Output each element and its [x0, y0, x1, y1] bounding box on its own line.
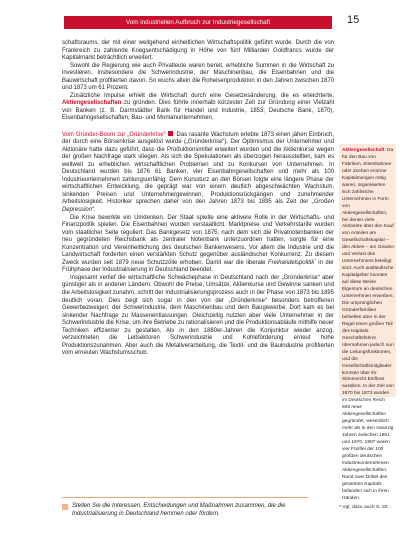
main-text-column	[62, 40, 334, 358]
paragraph: Vom Gründer-Boom zur „Gründerkrise“ Das rasante Wachstum erlebte 1873 einen jähen Einbruch, der durch eine Börsenkrise ausgelöst wurde („Gründerkrise“). Der Optimismus der Unternehmer und Aktionäre hatte dazu geführt, dass die Produktionsmittel erweitert wurden und die Aktienkurse wegen der großen Nachfrage stark stiegen. Als sich die Spekulationen als überzogen herausstellten, kam es weltweit zu erheblichen wirtschaftlichen Problemen und zu Konkursen von Unternehmen. In Deutschland wurden bis 1876 61 Banken, vier Eisenbahngesellschaften und mehr als 100 Industrieunternehmen zahlungsunfähig. Dem Kurssturz an den Börsen folgte eine längere Phase der wirtschaftlichen Entwicklung, die geprägt war von einem deutlich abgeschwächten Wachstum, sinkenden Preisen und Unternehmergewinnen, Produktionsrückgängen und zunehmender Arbeitslosigkeit. Historiker sprechen daher von den Jahren 1873 bis 1895 als Zeit der „Großen Depression“.	[62, 131, 334, 213]
running-header-title: Vom industriellen Aufbruch zur Industriegesellschaft	[125, 19, 271, 26]
glossary-term: Aktiengesellschaft	[342, 148, 385, 153]
footnote-marker: *	[314, 256, 316, 262]
task-divider	[62, 497, 308, 498]
task-row	[62, 503, 308, 518]
paragraph: Die Krise bewirkte ein Umdenken. Der Staat spielte eine aktivere Rolle in der Wirtschafts- und Finanzpolitik spielen. Die Eisenbahnen wurden verstaatlicht. Marktpreise und Verkehrstarife wurden vom staatlicher Seite reguliert. Das Bankgesetz von 1875, nach dem sich die Privatnotenbanken der neu gegründeten Reichsbank als zentraler Notenbank unterzuordnen hatten, sorgte für eine Konzentration und Vereinheitlichung des deutschen Bankenwesens. Vor allem die Industrie und die Landwirtschaft forderten einen verstärkten Schutz gegenüber ausländischer Konkurrenz. Zu diesem Zweck wurden seit 1879 neue Schutzzölle erhoben. Damit war die liberale Freihandelspolitik* in der Frühphase der Industrialisierung in Deutschland beendet.	[62, 214, 334, 274]
running-header	[64, 16, 332, 29]
task-text: Stellen Sie die Interessen, Entscheidungen und Maßnahmen zusammen, die die Industrialisierung in Deutschland hemmen oder fördern.	[72, 503, 286, 517]
term-grosse-depression: „Großen Depression“	[62, 199, 334, 213]
paragraph: Insgesamt verlief die wirtschaftliche Schwächephase in Deutschland nach der „Gründerkrise“ aber günstiger als in anderen Ländern. Obwohl die Preise, Umsätze, Aktienkurse und Gewinne sanken und die Arbeitslosigkeit zunahm, schritt der Industrialisierungsprozess auch in der Phase von 1873 bis 1895 deutlich voran. Dies zeigt sich sogar in den von der „Gründerkrise“ besonders betroffenen Gewerbezweigen: der Schwerindustrie, dem Maschinenbau und dem Baugewerbe. Dort kam es bei sinkender Nachfrage zu Massenentlassungen. Gleichzeitig nutzten aber viele Unternehmer in der Schwerindustrie die Krise, um ihre Betriebe zu rationalisieren und die Produktionsabläufe mithilfe neuer Techniken effizienter zu gestalten. Als in den 1880er-Jahren die Konjunktur wieder anzog, verzeichneten die Leitsektoren Schwerindustrie und Kohleförderung erneut hohe Produktionszunahmen. Aber auch die Metallverarbeitung, die Textil- und die Bauindustrie profitierten vom erneuten Wachstumsschub.	[62, 274, 334, 357]
page-number: 15	[347, 14, 360, 26]
glossary-sidebar	[339, 144, 396, 501]
task-box	[62, 497, 308, 518]
section-heading: Vom Gründer-Boom zur „Gründerkrise“	[62, 131, 166, 138]
keyword-aktiengesellschaften: Aktiengesellschaften	[62, 100, 122, 107]
term-freihandelspolitik: Freihandelspolitik	[267, 259, 315, 266]
red-square-icon	[168, 131, 173, 136]
paragraph: Zusätzliche Impulse erhielt die Wirtschaft durch eine Gesetzesänderung, die es erleichterte, Aktiengesellschaften zu gründen. Dies führte innerhalb kürzester Zeit zur Gründung einer Vielzahl von Banken (z. B. Darmstädter Bank für Handel und Industrie, 1853; Deutsche Bank, 1870), Eisenbahngesellschaften, Bau- und Montanunternehmen.	[62, 92, 334, 122]
footnote: * Vgl. dazu auch S. 20.	[339, 505, 389, 510]
task-square-icon	[62, 504, 68, 510]
glossary-definition: : Da für den Bau von Fabriken, Eisenbahnen oder Zechen enorme Kapitalmengen nötig waren, organisierten sich zahlreiche Unternehmen in Form von Aktiengesellschaften, bei denen viele Aktionäre über den Kauf von Anteilen am Gesellschaftskapital – den Aktien – am Gewinn und Verlust des Unternehmens beteiligt sind. Auch ausländische Kapitalgeber konnten auf diese Weise Eigentum an deutschen Unternehmen erwerben. Die ursprünglichen Gründerfamilien behielten aber in der Regel einen großen Teil des Kapitals. Geschäftsführer übernahmen jedoch nun die Leitungsfunktionen, und die Gesellschaftsmitglieder konnten über ihr Stimmrecht Einfluss ausüben. In der Zeit von 1870 bis 1873 wurden im Deutschen Reich 928 neue Aktiengesellschaften gegründet, wesentlich mehr als in den zwanzig Jahren zwischen 1851 und 1870. 1907 waren vier Fünftel der 100 größten deutschen Industrieunternehmen Aktiengesellschaften. Rund zwei Drittel des gesamten Kapitals befanden sich in ihren Händen.	[342, 148, 394, 501]
paragraph: schaftsraums, der mit einer weitgehend einheitlichen Wirtschaftspolitik geführt wurde. Durch die von Frankreich zu zahlende Kriegsentschädigung in Höhe von fünf Milliarden Goldfrancs wurde der Kapitalmarkt beträchtlich erweitert.	[62, 40, 334, 62]
paragraph: Sowohl die Regierung wie auch Privatleute waren bereit, erhebliche Summen in die Wirtschaft zu investieren. Insbesondere die Schwerindustrie, der Maschinenbau, die Eisenbahnen und die Bauwirtschaft profitierten davon. So wuchs allein die Roheisenproduktion in den Jahren zwischen 1870 und 1873 um 61 Prozent.	[62, 62, 334, 92]
